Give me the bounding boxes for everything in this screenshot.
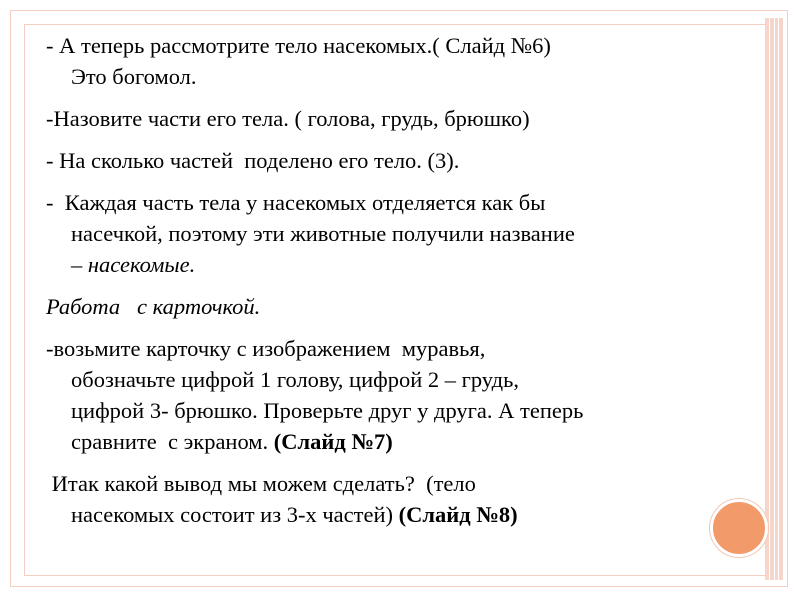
slide-reference: (Слайд №8) xyxy=(398,502,518,527)
paragraph-name-body-parts xyxy=(46,103,736,134)
text-fragment: сравните с экраном. xyxy=(71,429,274,454)
paragraph-conclusion xyxy=(46,468,736,530)
paragraph-insect-name-origin xyxy=(46,187,736,280)
text-fragment: насекомых состоит из 3-х частей) xyxy=(71,502,399,527)
text-line xyxy=(46,426,736,457)
text-line: -возьмите карточку с изображением муравья, xyxy=(46,336,486,361)
section-heading: Работа с карточкой. xyxy=(46,294,261,319)
text-line: - Каждая часть тела у насекомых отделяется как бы xyxy=(46,190,546,215)
text-line: Это богомол. xyxy=(71,64,197,89)
paragraph-work-with-card xyxy=(46,291,736,322)
paragraph-ant-card-task xyxy=(46,333,736,457)
slide-reference: (Слайд №7) xyxy=(273,429,393,454)
text-line: -Назовите части его тела. ( голова, грудь, брюшко) xyxy=(46,106,530,131)
slide-text-body xyxy=(46,30,736,541)
decorative-stripe-line xyxy=(778,18,779,580)
text-line: цифрой 3- брюшко. Проверьте друг у друга. А теперь xyxy=(71,398,584,423)
text-fragment: – xyxy=(71,252,88,277)
decorative-stripe-line xyxy=(774,18,775,580)
text-line: насечкой, поэтому эти животные получили название xyxy=(71,221,575,246)
text-line: Итак какой вывод мы можем сделать? (тело xyxy=(46,471,476,496)
text-line: - А теперь рассмотрите тело насекомых.( Слайд №6) xyxy=(46,33,551,58)
paragraph-look-at-insect xyxy=(46,30,736,92)
text-line: обозначьте цифрой 1 голову, цифрой 2 – грудь, xyxy=(71,367,519,392)
italic-term: насекомые. xyxy=(87,252,196,277)
text-line xyxy=(46,249,736,280)
text-line xyxy=(46,499,736,530)
paragraph-how-many-parts xyxy=(46,145,736,176)
decorative-stripe-line xyxy=(769,18,770,580)
text-line: - На сколько частей поделено его тело. (3). xyxy=(46,148,460,173)
